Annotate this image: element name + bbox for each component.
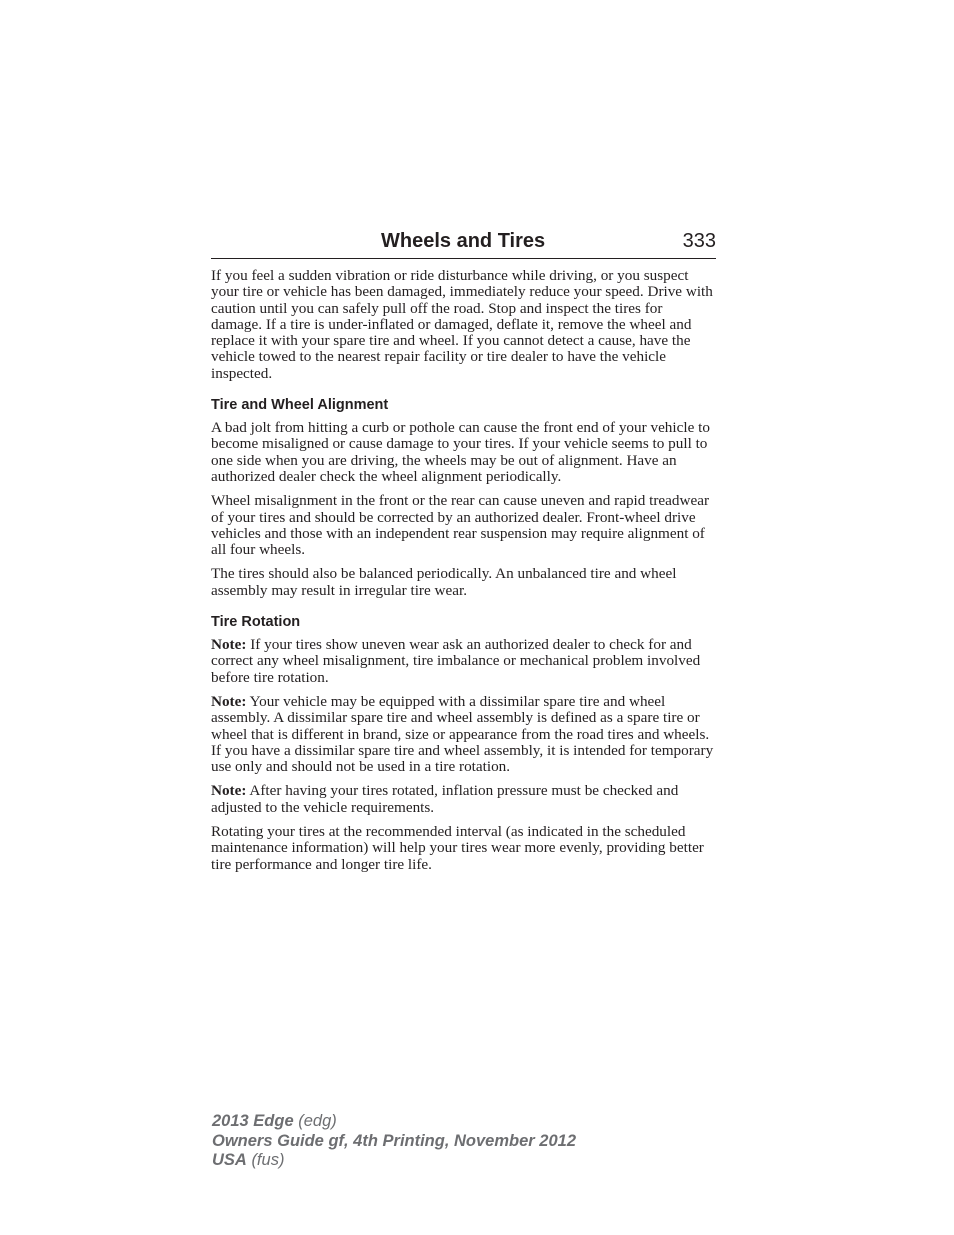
page-header <box>211 228 716 259</box>
footer-guide-line <box>212 1132 576 1152</box>
rotation-paragraph: Rotating your tires at the recommended interval (as indicated in the scheduled maintenance information) will help your tires wear more evenly, providing better tire performance and longer tire life. <box>211 823 704 873</box>
note-label: Note: <box>211 782 247 800</box>
note-text: Your vehicle may be equipped with a dissimilar spare tire and wheel assembly. A dissimilar spare tire and wheel assembly is defined as a spare tire or wheel that is different in brand, size or appearance from the road tires and wheels. If you have a dissimilar spare tire and wheel assembly, it is intended for temporary use only and should not be used in a tire rotation. <box>211 692 714 776</box>
footer-region: USA <box>212 1151 247 1169</box>
rotation-note-1 <box>211 637 717 686</box>
heading-tire-rotation: Tire Rotation <box>211 614 301 631</box>
page-number: 333 <box>682 230 716 252</box>
heading-tire-wheel-alignment: Tire and Wheel Alignment <box>211 397 389 414</box>
footer-model-code: (edg) <box>298 1112 337 1130</box>
page-body <box>211 268 717 881</box>
page-footer <box>212 1112 576 1171</box>
note-label: Note: <box>211 636 247 654</box>
intro-paragraph: If you feel a sudden vibration or ride disturbance while driving, or you suspect your tire or vehicle has been damaged, immediately reduce your speed. Drive with caution until you can safely pull off the road. Stop and inspect the tires for damage. If a tire is under-inflated or damaged, deflate it, remove the wheel and replace it with your spare tire and wheel. If you cannot detect a cause, have the vehicle towed to the nearest repair facility or tire dealer to have the vehicle inspected. <box>211 267 713 382</box>
rotation-note-3 <box>211 783 717 816</box>
note-text: After having your tires rotated, inflation pressure must be checked and adjusted to the vehicle requirements. <box>211 782 679 816</box>
alignment-paragraph-3: The tires should also be balanced periodically. An unbalanced tire and wheel assembly may result in irregular tire wear. <box>211 565 677 599</box>
footer-model-line <box>212 1112 576 1132</box>
alignment-paragraph-1: A bad jolt from hitting a curb or pothole can cause the front end of your vehicle to become misaligned or cause damage to your tires. If your vehicle seems to pull to one side when you are driving, the wheels may be out of alignment. Have an authorized dealer check the wheel alignment periodically. <box>211 419 710 485</box>
rotation-note-2 <box>211 694 717 775</box>
note-text: If your tires show uneven wear ask an authorized dealer to check for and correct any wheel misalignment, tire imbalance or mechanical problem involved before tire rotation. <box>211 636 701 686</box>
footer-model: 2013 Edge <box>212 1112 294 1130</box>
note-label: Note: <box>211 692 247 710</box>
footer-region-line <box>212 1151 576 1171</box>
footer-region-code: (fus) <box>251 1151 285 1169</box>
footer-guide: Owners Guide gf, 4th Printing, November 2012 <box>212 1131 576 1150</box>
section-title: Wheels and Tires <box>381 230 546 252</box>
alignment-paragraph-2: Wheel misalignment in the front or the rear can cause uneven and rapid treadwear of your tires and should be corrected by an authorized dealer. Front-wheel drive vehicles and those with an independent rear suspension may require alignment of all four wheels. <box>211 492 710 559</box>
